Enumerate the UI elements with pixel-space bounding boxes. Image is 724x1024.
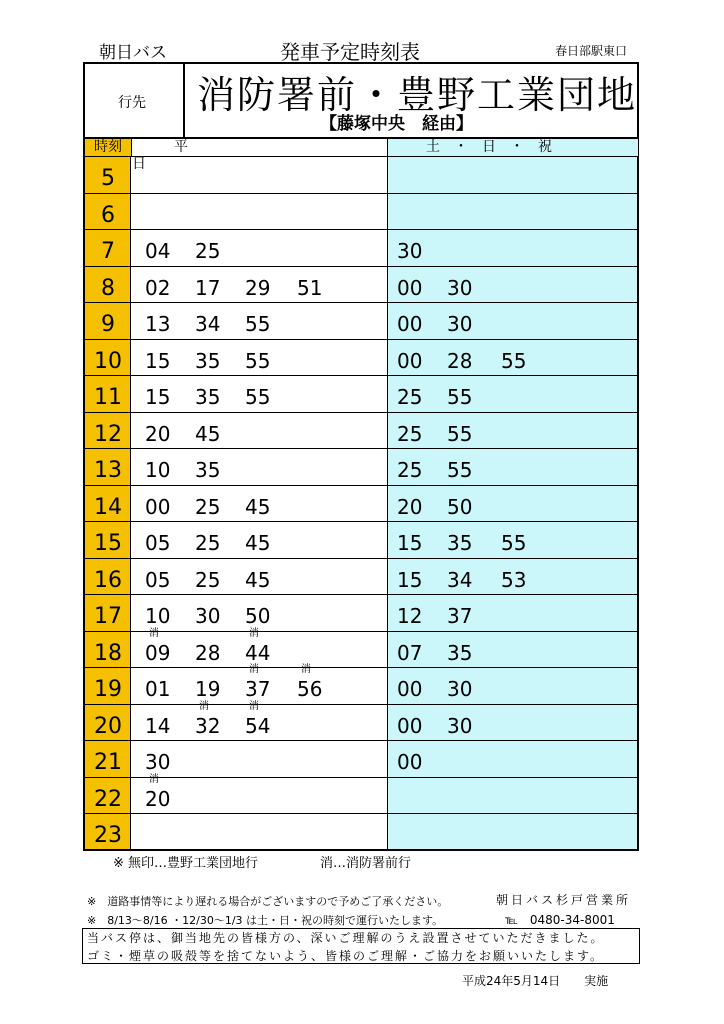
table-row (85, 449, 637, 486)
departure-minute: 55 (447, 385, 473, 409)
departure-minute: 20 (145, 421, 171, 446)
departure-minute: 55 (501, 348, 527, 373)
legend-plain: ※ 無印…豊野工業団地行 (113, 856, 259, 871)
departure-minute: 00 (397, 713, 423, 738)
holiday-departure (447, 531, 487, 555)
weekday-departure (145, 312, 185, 336)
weekday-departure (145, 627, 185, 665)
holiday-departure (397, 312, 437, 336)
departure-minute: 10 (145, 604, 171, 628)
holiday-departure (397, 385, 437, 409)
hour-cell: 13 (94, 458, 122, 483)
departure-minute: 35 (195, 348, 221, 373)
message-line-1: 当バス停は、御当地先の皆様方の、深いご理解のうえ設置させていただきました。 (87, 931, 605, 945)
hour-cell: 23 (94, 823, 122, 848)
departure-minute: 30 (447, 275, 473, 300)
holiday-departure (397, 349, 437, 373)
weekday-departure (195, 312, 235, 336)
weekday-departure (195, 276, 235, 300)
weekday-column-header: 平 日 (131, 139, 388, 156)
holiday-departure (397, 714, 437, 738)
departure-minute: 45 (245, 531, 271, 555)
departure-minute: 53 (501, 567, 527, 592)
table-row (85, 486, 637, 523)
departure-minute: 50 (245, 604, 271, 628)
weekday-departure (245, 276, 285, 300)
fire-station-marker: 消 (249, 700, 259, 712)
departure-minute: 20 (397, 494, 423, 519)
hour-cell: 14 (94, 494, 122, 520)
departure-minute: 32 (195, 713, 221, 738)
departure-minute: 34 (195, 312, 221, 336)
phone-number: ℡ 0480-34-8001 (505, 913, 615, 927)
table-row (85, 267, 637, 304)
departure-minute: 10 (145, 458, 171, 482)
departure-minute: 25 (195, 494, 221, 519)
page-title: 発車予定時刻表 (280, 40, 420, 64)
departure-minute: 00 (145, 494, 171, 519)
departure-minute: 00 (397, 275, 423, 300)
hour-cell: 11 (94, 385, 122, 410)
departure-minute: 25 (397, 458, 423, 482)
holiday-departure (397, 604, 437, 628)
weekday-departure (195, 349, 235, 373)
weekday-departure (245, 604, 285, 628)
weekday-departure (195, 458, 235, 482)
departure-minute: 35 (447, 640, 473, 665)
departure-minute: 15 (145, 385, 171, 409)
departure-minute: 00 (397, 348, 423, 373)
table-row (85, 700, 637, 742)
weekday-departure (297, 664, 337, 701)
hour-column-header: 時刻 (85, 139, 131, 156)
departure-minute: 45 (245, 494, 271, 519)
holiday-departure (501, 568, 541, 592)
departure-minute: 35 (195, 458, 221, 482)
hour-cell: 9 (101, 312, 115, 337)
weekday-departure (195, 604, 235, 628)
departure-minute: 00 (397, 312, 423, 336)
table-row (85, 595, 637, 632)
holiday-departure (397, 641, 437, 665)
table-row (85, 773, 637, 815)
weekday-departure (195, 700, 235, 738)
departure-minute: 30 (447, 713, 473, 738)
weekday-departure (145, 677, 185, 701)
holiday-departure (447, 714, 487, 738)
departure-minute: 37 (447, 604, 473, 628)
table-row (85, 413, 637, 450)
hour-cell: 12 (94, 421, 122, 447)
weekday-departure (145, 714, 185, 738)
weekday-departure (245, 312, 285, 336)
departure-minute: 14 (145, 713, 171, 738)
departure-minute: 15 (397, 567, 423, 592)
holiday-departure (447, 458, 487, 482)
column-header (85, 139, 637, 172)
table-row (85, 157, 637, 194)
hour-cell: 22 (94, 786, 122, 812)
weekday-departure (245, 385, 285, 409)
table-row (85, 559, 637, 596)
departure-minute: 34 (447, 567, 473, 592)
departure-minute: 12 (397, 604, 423, 628)
table-row (85, 340, 637, 377)
bus-stop-name: 春日部駅東口 (555, 44, 628, 58)
departure-minute: 44 (245, 640, 271, 665)
weekday-departure (145, 349, 185, 373)
departure-minute: 05 (145, 531, 171, 555)
effective-date: 平成24年5月14日 実施 (462, 974, 609, 988)
weekday-departure (195, 568, 235, 592)
table-row (85, 230, 637, 267)
weekday-departure (195, 531, 235, 555)
hour-cell: 19 (94, 677, 122, 702)
fire-station-marker: 消 (149, 627, 159, 639)
table-row (85, 194, 637, 231)
departure-minute: 17 (195, 275, 221, 300)
weekday-departure (145, 604, 185, 628)
departure-minute: 54 (245, 713, 271, 738)
weekday-departure (195, 641, 235, 665)
departure-minute: 45 (245, 567, 271, 592)
hour-cell: 17 (94, 604, 122, 629)
note-holiday-schedule: ※ 8/13～8/16 ・12/30～1/3 は土・日・祝の時刻で運行いたします。 (87, 914, 444, 927)
weekday-departure (245, 627, 285, 665)
departure-minute: 02 (145, 275, 171, 300)
hour-cell: 8 (101, 275, 115, 301)
weekday-departure (145, 422, 185, 446)
fire-station-marker: 消 (149, 773, 159, 785)
office-name: 朝日バス杉戸営業所 (496, 893, 632, 907)
departure-minute: 35 (447, 531, 473, 555)
departure-minute: 19 (195, 677, 221, 701)
hour-cell: 15 (94, 531, 122, 556)
weekday-departure (145, 750, 185, 774)
route-via: 【藤塚中央 経由】 (320, 114, 473, 134)
weekday-departure (145, 531, 185, 555)
departure-minute: 15 (397, 531, 423, 555)
holiday-departure (501, 349, 541, 373)
weekday-departure (195, 422, 235, 446)
weekday-departure (145, 773, 185, 811)
weekday-departure (297, 276, 337, 300)
holiday-departure (447, 604, 487, 628)
holiday-departure (397, 422, 437, 446)
table-row (85, 741, 637, 778)
destination-name: 消防署前・豊野工業団地 (197, 73, 638, 117)
weekday-departure (195, 677, 235, 701)
departure-minute: 05 (145, 567, 171, 592)
departure-minute: 55 (447, 458, 473, 482)
hour-cell: 18 (94, 640, 122, 666)
holiday-departure (501, 531, 541, 555)
weekday-departure (145, 276, 185, 300)
fire-station-marker: 消 (301, 664, 311, 675)
departure-minute: 15 (145, 348, 171, 373)
weekday-departure (195, 239, 235, 263)
destination-label: 行先 (118, 95, 146, 111)
holiday-departure (397, 495, 437, 519)
holiday-departure (397, 750, 437, 774)
holiday-departure (397, 677, 437, 701)
holiday-departure (397, 458, 437, 482)
hour-cell: 6 (101, 202, 115, 228)
weekday-departure (145, 239, 185, 263)
departure-minute: 00 (397, 750, 423, 774)
holiday-departure (447, 312, 487, 336)
holiday-departure (447, 385, 487, 409)
weekday-departure (245, 568, 285, 592)
departure-minute: 25 (195, 567, 221, 592)
departure-minute: 55 (245, 385, 271, 409)
weekday-departure (195, 385, 235, 409)
hour-cell: 16 (94, 567, 122, 593)
departure-minute: 55 (447, 421, 473, 446)
departure-minute: 30 (447, 312, 473, 336)
holiday-departure (397, 568, 437, 592)
departure-minute: 35 (195, 385, 221, 409)
weekday-departure (245, 664, 285, 701)
table-row (85, 522, 637, 559)
hour-cell: 21 (94, 750, 122, 775)
departure-minute: 25 (195, 531, 221, 555)
departure-minute: 25 (195, 239, 221, 263)
holiday-departure (447, 276, 487, 300)
legend-marked: 消…消防署前行 (320, 856, 412, 871)
table-row (85, 376, 637, 413)
note-delay: ※ 道路事情等により遅れる場合がございますので予めご了承ください。 (87, 895, 449, 908)
table-row (85, 814, 637, 851)
departure-minute: 04 (145, 239, 171, 263)
holiday-departure (397, 239, 437, 263)
table-row (85, 303, 637, 340)
departure-minute: 29 (245, 275, 271, 300)
departure-minute: 00 (397, 677, 423, 701)
departure-minute: 45 (195, 421, 221, 446)
weekday-departure (245, 495, 285, 519)
hour-cell: 5 (101, 166, 115, 191)
table-row (85, 627, 637, 669)
hour-cell: 20 (94, 713, 122, 739)
departure-minute: 01 (145, 677, 171, 701)
fire-station-marker: 消 (249, 664, 259, 675)
message-line-2: ゴミ・煙草の吸殻等を捨てないよう、皆様のご理解・ご協力をお願いいたします。 (87, 949, 605, 963)
weekday-departure (145, 495, 185, 519)
legend (113, 852, 473, 871)
departure-minute: 30 (397, 239, 423, 263)
fire-station-marker: 消 (199, 700, 209, 712)
holiday-departure (447, 495, 487, 519)
departure-minute: 25 (397, 385, 423, 409)
holiday-departure (397, 276, 437, 300)
departure-minute: 28 (447, 348, 473, 373)
weekday-departure (245, 349, 285, 373)
departure-minute: 55 (245, 348, 271, 373)
holiday-departure (447, 349, 487, 373)
weekday-departure (145, 458, 185, 482)
holiday-departure (397, 531, 437, 555)
departure-minute: 20 (145, 786, 171, 811)
weekday-departure (245, 700, 285, 738)
departure-minute: 55 (245, 312, 271, 336)
table-row (85, 664, 637, 705)
holiday-departure (447, 422, 487, 446)
holiday-departure (447, 641, 487, 665)
hour-cell: 7 (101, 239, 115, 264)
departure-minute: 28 (195, 640, 221, 665)
departure-minute: 50 (447, 494, 473, 519)
weekday-departure (245, 531, 285, 555)
company-name: 朝日バス (99, 43, 167, 63)
departure-minute: 30 (195, 604, 221, 628)
holiday-departure (447, 568, 487, 592)
weekday-departure (195, 495, 235, 519)
departure-minute: 37 (245, 677, 271, 701)
departure-minute: 30 (447, 677, 473, 701)
departure-minute: 25 (397, 421, 423, 446)
holiday-departure (447, 677, 487, 701)
departure-minute: 07 (397, 640, 423, 665)
fire-station-marker: 消 (249, 627, 259, 639)
weekday-departure (145, 568, 185, 592)
departure-minute: 55 (501, 531, 527, 555)
departure-minute: 13 (145, 312, 171, 336)
departure-minute: 56 (297, 677, 323, 701)
holiday-column-header: 土 ・ 日 ・ 祝 (387, 139, 638, 156)
hour-cell: 10 (94, 348, 122, 374)
weekday-departure (145, 385, 185, 409)
departure-minute: 51 (297, 275, 323, 300)
departure-minute: 09 (145, 640, 171, 665)
departure-minute: 30 (145, 750, 171, 774)
